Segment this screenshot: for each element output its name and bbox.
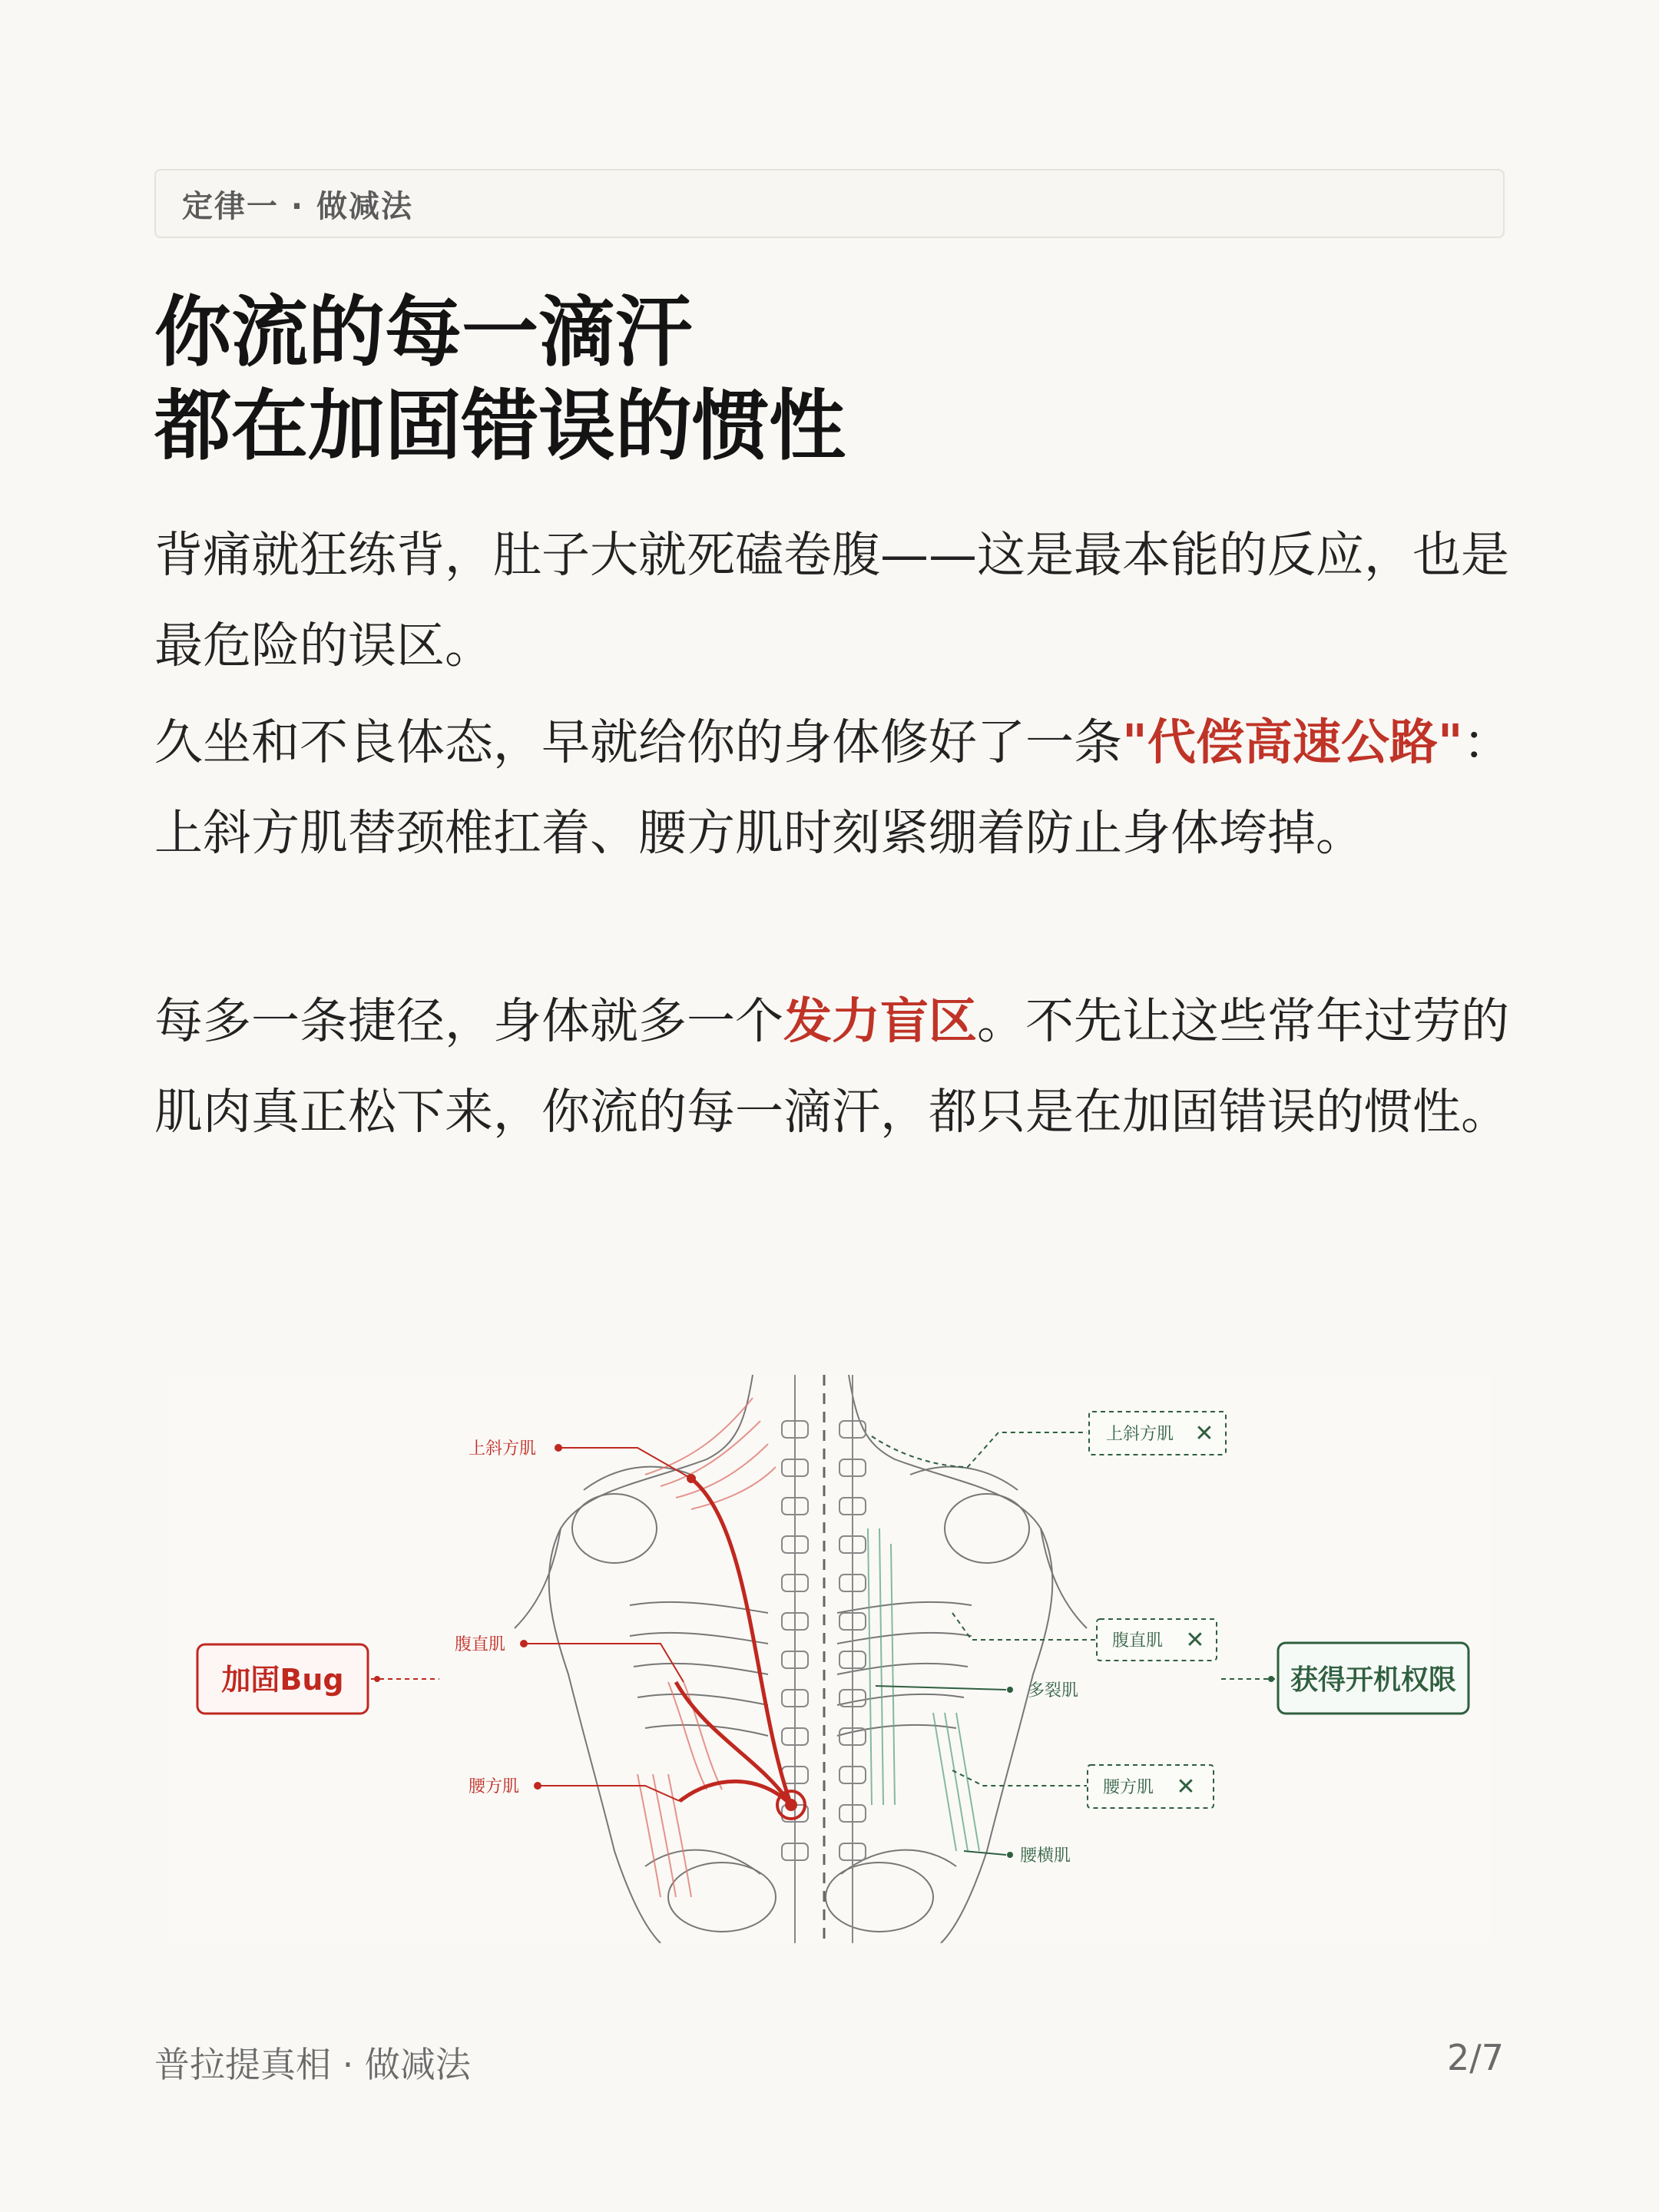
section-tag: 定律一 · 做减法 — [154, 169, 1505, 238]
label-quadratus-lumborum-left: 腰方肌 — [469, 1777, 520, 1796]
highlight-compensation-highway: "代偿高速公路" — [1122, 714, 1463, 770]
label-upper-trapezius-right: 上斜方肌 — [1106, 1425, 1174, 1444]
bug-callout: 加固Bug — [221, 1663, 344, 1697]
page-indicator: 2/7 — [1446, 2037, 1504, 2078]
target-ring-inner — [785, 1799, 797, 1811]
close-icon: ✕ — [1194, 1420, 1214, 1447]
label-quadratus-lumborum-right: 腰方肌 — [1103, 1778, 1154, 1797]
close-icon: ✕ — [1176, 1773, 1196, 1800]
paragraph-2-text-end: ：上斜方肌替颈椎扛着、腰方肌时刻紧绷着防止身体垮掉。 — [154, 714, 1512, 861]
back-muscle-diagram — [154, 1375, 1505, 1943]
paragraph-3-text: 每多一条捷径，身体就多一个 — [154, 993, 783, 1049]
label-rectus-abdominis-left: 腹直肌 — [455, 1635, 506, 1654]
label-upper-trapezius-left: 上斜方肌 — [469, 1439, 537, 1459]
label-transversus: 腰横肌 — [1020, 1846, 1071, 1866]
paragraph-1: 背痛就狂练背，肚子大就死磕卷腹——这是最本能的反应，也是最危险的误区。 — [154, 527, 1509, 674]
close-icon: ✕ — [1185, 1627, 1205, 1654]
paragraph-3-text-end: 。不先让这些常年过劳的肌肉真正松下来，你流的每一滴汗，都只是在加固错误的惯性。 — [154, 993, 1509, 1140]
title-line-1: 你流的每一滴汗 — [154, 287, 692, 377]
paragraph-2 — [154, 697, 1514, 879]
paragraph-3 — [154, 976, 1514, 1157]
paragraph-2-text: 久坐和不良体态，早就给你的身体修好了一条 — [154, 714, 1122, 770]
page-title — [154, 286, 1537, 473]
label-multifidus: 多裂肌 — [1028, 1681, 1079, 1700]
label-rectus-abdominis-right: 腹直肌 — [1112, 1631, 1164, 1651]
highlight-blind-zone: 发力盲区 — [783, 993, 977, 1049]
unlock-callout: 获得开机权限 — [1290, 1664, 1457, 1696]
title-line-2: 都在加固错误的惯性 — [154, 381, 846, 471]
footer-series-title: 普拉提真相 · 做减法 — [154, 2044, 471, 2085]
